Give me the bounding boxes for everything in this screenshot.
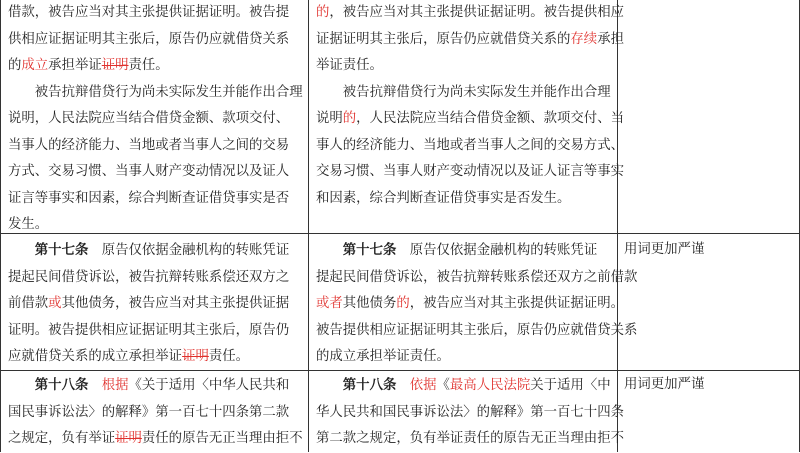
text-line — [8, 318, 304, 345]
text-segment: 第十七条 — [342, 242, 397, 258]
text-segment — [396, 378, 409, 393]
text-segment: 国民事诉讼法〉的解释》第一百七十四条第二款 — [8, 404, 290, 420]
text-segment: 原告仅依据金融机构的转账凭证 — [88, 243, 290, 258]
text-segment: 事人的经济能力、当地或者当事人之间的交易方式、 — [316, 137, 624, 153]
text-line — [316, 53, 614, 80]
row1-left-cell — [8, 0, 304, 239]
text-segment: ，人民法院应当结合借贷金额、款项交付、当 — [356, 111, 624, 126]
text-segment: 其他债务 — [342, 296, 397, 311]
row2-right-cell — [316, 237, 638, 371]
text-segment: 的 — [8, 58, 22, 73]
text-segment: 被告提供相应证据证明其主张后，原告仍应就借贷关系 — [316, 322, 638, 338]
text-segment: 发生。 — [8, 217, 49, 232]
inserted-text: 的 — [342, 111, 357, 126]
row1-left-para-1 — [8, 0, 304, 80]
text-line — [8, 159, 304, 186]
inserted-text: 或 — [48, 296, 62, 311]
text-segment: 《 — [436, 378, 450, 393]
row3-right-cell — [316, 372, 624, 453]
text-segment: 说明 — [316, 111, 343, 126]
text-line — [8, 27, 304, 54]
text-segment: 第十七条 — [34, 242, 89, 258]
inserted-text: 存续 — [570, 31, 598, 47]
table-border-left — [0, 0, 1, 452]
text-line — [316, 426, 624, 453]
text-line — [8, 133, 304, 160]
deleted-text: 证明 — [182, 349, 209, 364]
text-line — [8, 291, 304, 318]
text-segment: 责任的原告无正当理由拒不 — [141, 431, 303, 446]
text-segment: 交易习惯、当事人财产变动情况以及证人证言等事实 — [316, 164, 624, 179]
text-line — [316, 372, 614, 400]
text-segment: 华人民共和国民事诉讼法〉的解释》第一百七十四条 — [316, 404, 624, 420]
text-segment: ，被告应当对其主张提供证据证明。 — [409, 296, 624, 311]
text-segment: 借款，被告应当对其主张提供证据证明。被告提 — [8, 5, 290, 20]
row1-left-para-2 — [8, 80, 304, 239]
text-line — [8, 186, 304, 213]
text-segment: 被告抗辩借贷行为尚未实际发生并能作出合理 — [342, 84, 611, 100]
text-segment: 第二款之规定，负有举证责任的原告无正当理由拒不 — [316, 431, 624, 446]
text-segment: 应就借贷关系的成立承担举证 — [8, 349, 183, 364]
text-line — [8, 80, 304, 107]
text-line — [8, 344, 304, 371]
deleted-text: 证明 — [115, 431, 142, 446]
inserted-text: 依据 — [409, 378, 437, 393]
text-segment — [88, 378, 101, 393]
text-line — [8, 400, 304, 427]
text-line — [8, 106, 304, 133]
inserted-text: 最高人民法院 — [449, 378, 531, 393]
text-segment: 《关于适用〈中华人民共和 — [128, 378, 290, 393]
text-segment: 证据证明其主张后，原告仍应就借贷关系的 — [316, 31, 571, 47]
text-segment: 供相应证据证明其主张后，原告仍应就借贷关系 — [8, 31, 290, 47]
inserted-text: 的 — [316, 5, 330, 20]
text-segment: 和因素，综合判断查证借贷事实是否发生。 — [316, 190, 571, 206]
table-divider-2 — [617, 0, 618, 452]
text-line — [8, 0, 304, 27]
text-segment: 提起民间借贷诉讼，被告抗辩转账系偿还双方之前借款 — [316, 269, 638, 285]
text-line — [8, 53, 304, 80]
text-segment: 证明。被告提供相应证据证明其主张后，原告仍 — [8, 322, 290, 338]
text-segment: 说明，人民法院应当结合借贷金额、款项交付、 — [8, 111, 290, 126]
text-line — [316, 291, 624, 318]
inserted-text: 成立 — [21, 58, 49, 73]
text-line — [316, 318, 638, 345]
text-line — [316, 27, 624, 54]
text-segment: 承担举证 — [48, 58, 102, 73]
row1-right-cell — [316, 0, 624, 212]
text-line — [8, 237, 304, 265]
text-segment: 的成立承担举证责任。 — [316, 349, 450, 364]
text-line — [316, 186, 614, 213]
text-segment: 之规定，负有举证 — [8, 431, 116, 446]
row2-left-cell — [8, 237, 304, 371]
inserted-text: 根据 — [101, 378, 129, 393]
article-18-old — [8, 372, 304, 453]
text-segment: 前借款 — [8, 296, 49, 311]
text-line — [316, 265, 638, 292]
text-segment: 被告抗辩借贷行为尚未实际发生并能作出合理 — [34, 84, 303, 100]
text-line — [316, 237, 614, 265]
text-line — [8, 426, 304, 453]
inserted-text: 或者 — [316, 296, 343, 311]
text-line — [8, 372, 304, 400]
text-segment: 原告仅依据金融机构的转账凭证 — [396, 243, 598, 258]
text-line — [316, 133, 624, 160]
text-segment: 当事人的经济能力、当地或者当事人之间的交易 — [8, 137, 290, 153]
text-line — [316, 400, 624, 427]
article-18-new — [316, 372, 624, 453]
text-segment: ，被告应当对其主张提供证据证明。被告提供相应 — [329, 5, 624, 20]
text-segment: 第十八条 — [34, 377, 89, 393]
row2-note-cell: 用词更加严谨 — [624, 242, 705, 257]
text-line — [316, 344, 614, 371]
row3-left-cell — [8, 372, 304, 453]
text-segment: 责任。 — [128, 58, 169, 73]
deleted-text: 证明 — [101, 58, 129, 73]
row1-right-para-2 — [316, 80, 624, 213]
text-segment: 承担 — [597, 31, 624, 47]
text-line — [316, 80, 614, 107]
row3-note-cell: 用词更加严谨 — [624, 377, 705, 392]
inserted-text: 的 — [396, 296, 410, 311]
text-segment: 第十八条 — [342, 377, 397, 393]
text-line — [316, 106, 624, 133]
table-divider-1 — [308, 0, 309, 452]
text-segment: 方式、交易习惯、当事人财产变动情况以及证人 — [8, 164, 290, 179]
text-segment: 提起民间借贷诉讼，被告抗辩转账系偿还双方之 — [8, 269, 290, 285]
text-segment: 举证责任。 — [316, 58, 383, 73]
text-line — [316, 159, 624, 186]
text-segment: 证言等事实和因素，综合判断查证借贷事实是否 — [8, 190, 290, 206]
article-17-new — [316, 237, 638, 371]
text-line — [8, 212, 304, 239]
article-17-old — [8, 237, 304, 371]
row1-right-para-1 — [316, 0, 624, 80]
text-segment: 其他债务，被告应当对其主张提供证据 — [61, 296, 290, 311]
text-segment: 关于适用〈中 — [530, 378, 611, 393]
text-line — [8, 265, 304, 292]
text-segment: 责任。 — [208, 349, 250, 364]
text-line — [316, 0, 624, 27]
